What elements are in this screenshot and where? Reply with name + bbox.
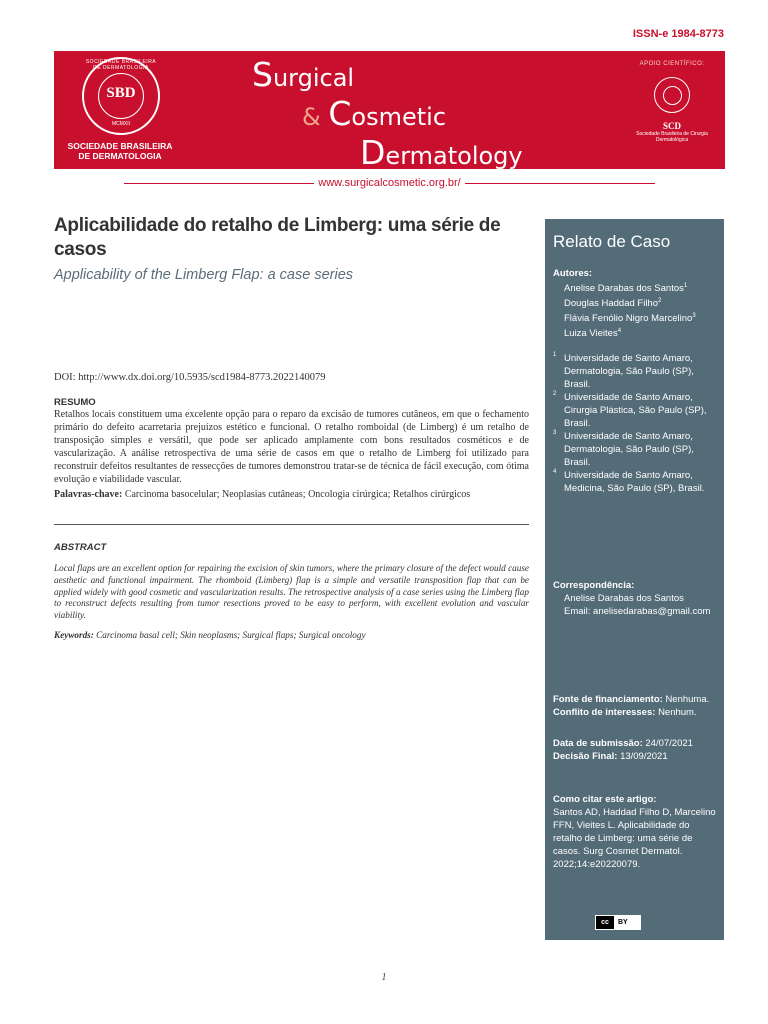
authors-heading: Autores: xyxy=(553,268,593,279)
abstract-text: Local flaps are an excellent option for repairing the excision of skin tumors, where the primary closure of the defect would cause aesthetic and functional impairment. The rhomboid (Limberg) flap is a simple and versatile transposition flap that can be applied widely with good cosmetic and vascularization results. The retrospective analysis of a case series using the Limberg flap to reconstruct defects resulting from tumor resections proved to be easy to perform, with excellent evolution and vascular viability. xyxy=(54,563,529,621)
sbd-seal-inner xyxy=(98,73,144,119)
correspondence-email[interactable]: Email: anelisedarabas@gmail.com xyxy=(564,606,711,617)
scientific-support xyxy=(629,61,715,143)
scd-society-name: Sociedade Brasileira de Cirurgia Dermatológica xyxy=(636,131,708,143)
issn-label: ISSN-e 1984-8773 xyxy=(632,28,724,40)
website-rule-right xyxy=(465,183,655,184)
journal-title xyxy=(252,57,523,174)
journal-title-line-1: Surgical xyxy=(252,55,355,94)
correspondence-block xyxy=(553,579,721,618)
sbd-ring-text: SOCIEDADE BRASILEIRA DE DERMATOLOGIA xyxy=(85,59,157,71)
decision-date: Decisão Final: 13/09/2021 xyxy=(553,751,668,762)
citation-text: Santos AD, Haddad Filho D, Marcelino FFN, Vieites L. Aplicabilidade do retalho de Limberg: uma série de casos. Surg Cosmet Dermatol. 2022;14:e20220079. xyxy=(553,807,716,870)
page-number: 1 xyxy=(381,972,387,983)
scd-logo: SCD xyxy=(662,121,681,131)
sbd-monogram: SBD xyxy=(106,85,136,101)
correspondence-heading: Correspondência: xyxy=(553,580,635,591)
citation-block xyxy=(553,793,721,871)
submission-date: Data de submissão: 24/07/2021 xyxy=(553,738,693,749)
doi-link[interactable]: DOI: http://www.dx.doi.org/10.5935/scd1984-8773.2022140079 xyxy=(54,372,326,383)
affiliation-item: 2 Universidade de Santo Amaro, Cirurgia Plástica, São Paulo (SP), Brasil. xyxy=(553,391,707,429)
resumo-text: Retalhos locais constituem uma excelente opção para o reparo da excisão de tumores cutâneos, em que o fechamento primário do defeito acarretaria prejuízos estético e funcional. O retalho romboidal (de Limberg) é um retalho de transposição simples e versátil, que pode ser aplicado amplamente com bons resultados cosméticos e de vascularização. A análise retrospectiva de uma série de casos em que o retalho de Limberg foi utilizado para reconstruir defeitos resultantes de ressecções de tumores demonstrou tratar-se de técnica de fácil execução, com ótima evolução e viabilidade vascular. xyxy=(54,409,529,485)
sbd-year: MCMXII xyxy=(111,121,131,127)
article-title-pt: Aplicabilidade do retalho de Limberg: uma série de casos xyxy=(54,215,501,260)
citation-heading: Como citar este artigo: xyxy=(553,794,657,805)
section-type-title: Relato de Caso xyxy=(553,232,671,251)
website-rule-left xyxy=(124,183,314,184)
resumo-heading: RESUMO xyxy=(54,397,96,408)
cc-by-license-icon[interactable]: cc BY xyxy=(595,915,641,930)
sbd-society-name: SOCIEDADE BRASILEIRA DE DERMATOLOGIA xyxy=(67,141,173,161)
funding-line: Fonte de financiamento: Nenhuma. xyxy=(553,694,710,705)
abstract-heading: ABSTRACT xyxy=(54,542,107,553)
website-link[interactable]: www.surgicalcosmetic.org.br/ xyxy=(54,177,725,189)
affiliation-item: 4 Universidade de Santo Amaro, Medicina, São Paulo (SP), Brasil. xyxy=(553,469,705,494)
journal-title-line-2: & Cosmetic xyxy=(302,94,447,133)
affiliation-item: 1 Universidade de Santo Amaro, Dermatologia, São Paulo (SP), Brasil. xyxy=(553,352,694,390)
author-item: Luiza Vieites$^4$ xyxy=(564,328,622,340)
conflict-line: Conflito de interesses: Nenhum. xyxy=(553,707,697,718)
author-item: Anelise Darabas dos Santos$^1$ xyxy=(564,283,688,295)
article-info-sidebar xyxy=(545,219,724,940)
correspondence-name: Anelise Darabas dos Santos xyxy=(564,593,684,604)
support-label: APOIO CIENTÍFICO: xyxy=(639,61,705,67)
section-divider xyxy=(54,524,529,525)
dates-block xyxy=(553,737,721,763)
keywords-pt: Palavras-chave: Carcinoma basocelular; Neoplasias cutâneas; Oncologia cirúrgica; Retalhos cirúrgicos xyxy=(54,489,471,500)
authors-block xyxy=(553,267,721,341)
journal-banner xyxy=(54,51,725,172)
affiliations-block xyxy=(553,352,721,495)
funding-block xyxy=(553,693,721,719)
sbd-seal-logo xyxy=(82,57,160,135)
author-item: Douglas Haddad Filho$^2$ xyxy=(564,298,662,310)
keywords-en: Keywords: Carcinoma basal cell; Skin neoplasms; Surgical flaps; Surgical oncology xyxy=(54,630,366,640)
article-title-en: Applicability of the Limberg Flap: a case series xyxy=(54,267,354,283)
author-item: Flávia Fenólio Nigro Marcelino$^3$ xyxy=(564,313,696,325)
scd-seal-icon xyxy=(654,77,690,113)
affiliation-item: 3 Universidade de Santo Amaro, Dermatologia, São Paulo (SP), Brasil. xyxy=(553,430,694,468)
journal-title-line-3: Dermatology xyxy=(360,133,523,172)
